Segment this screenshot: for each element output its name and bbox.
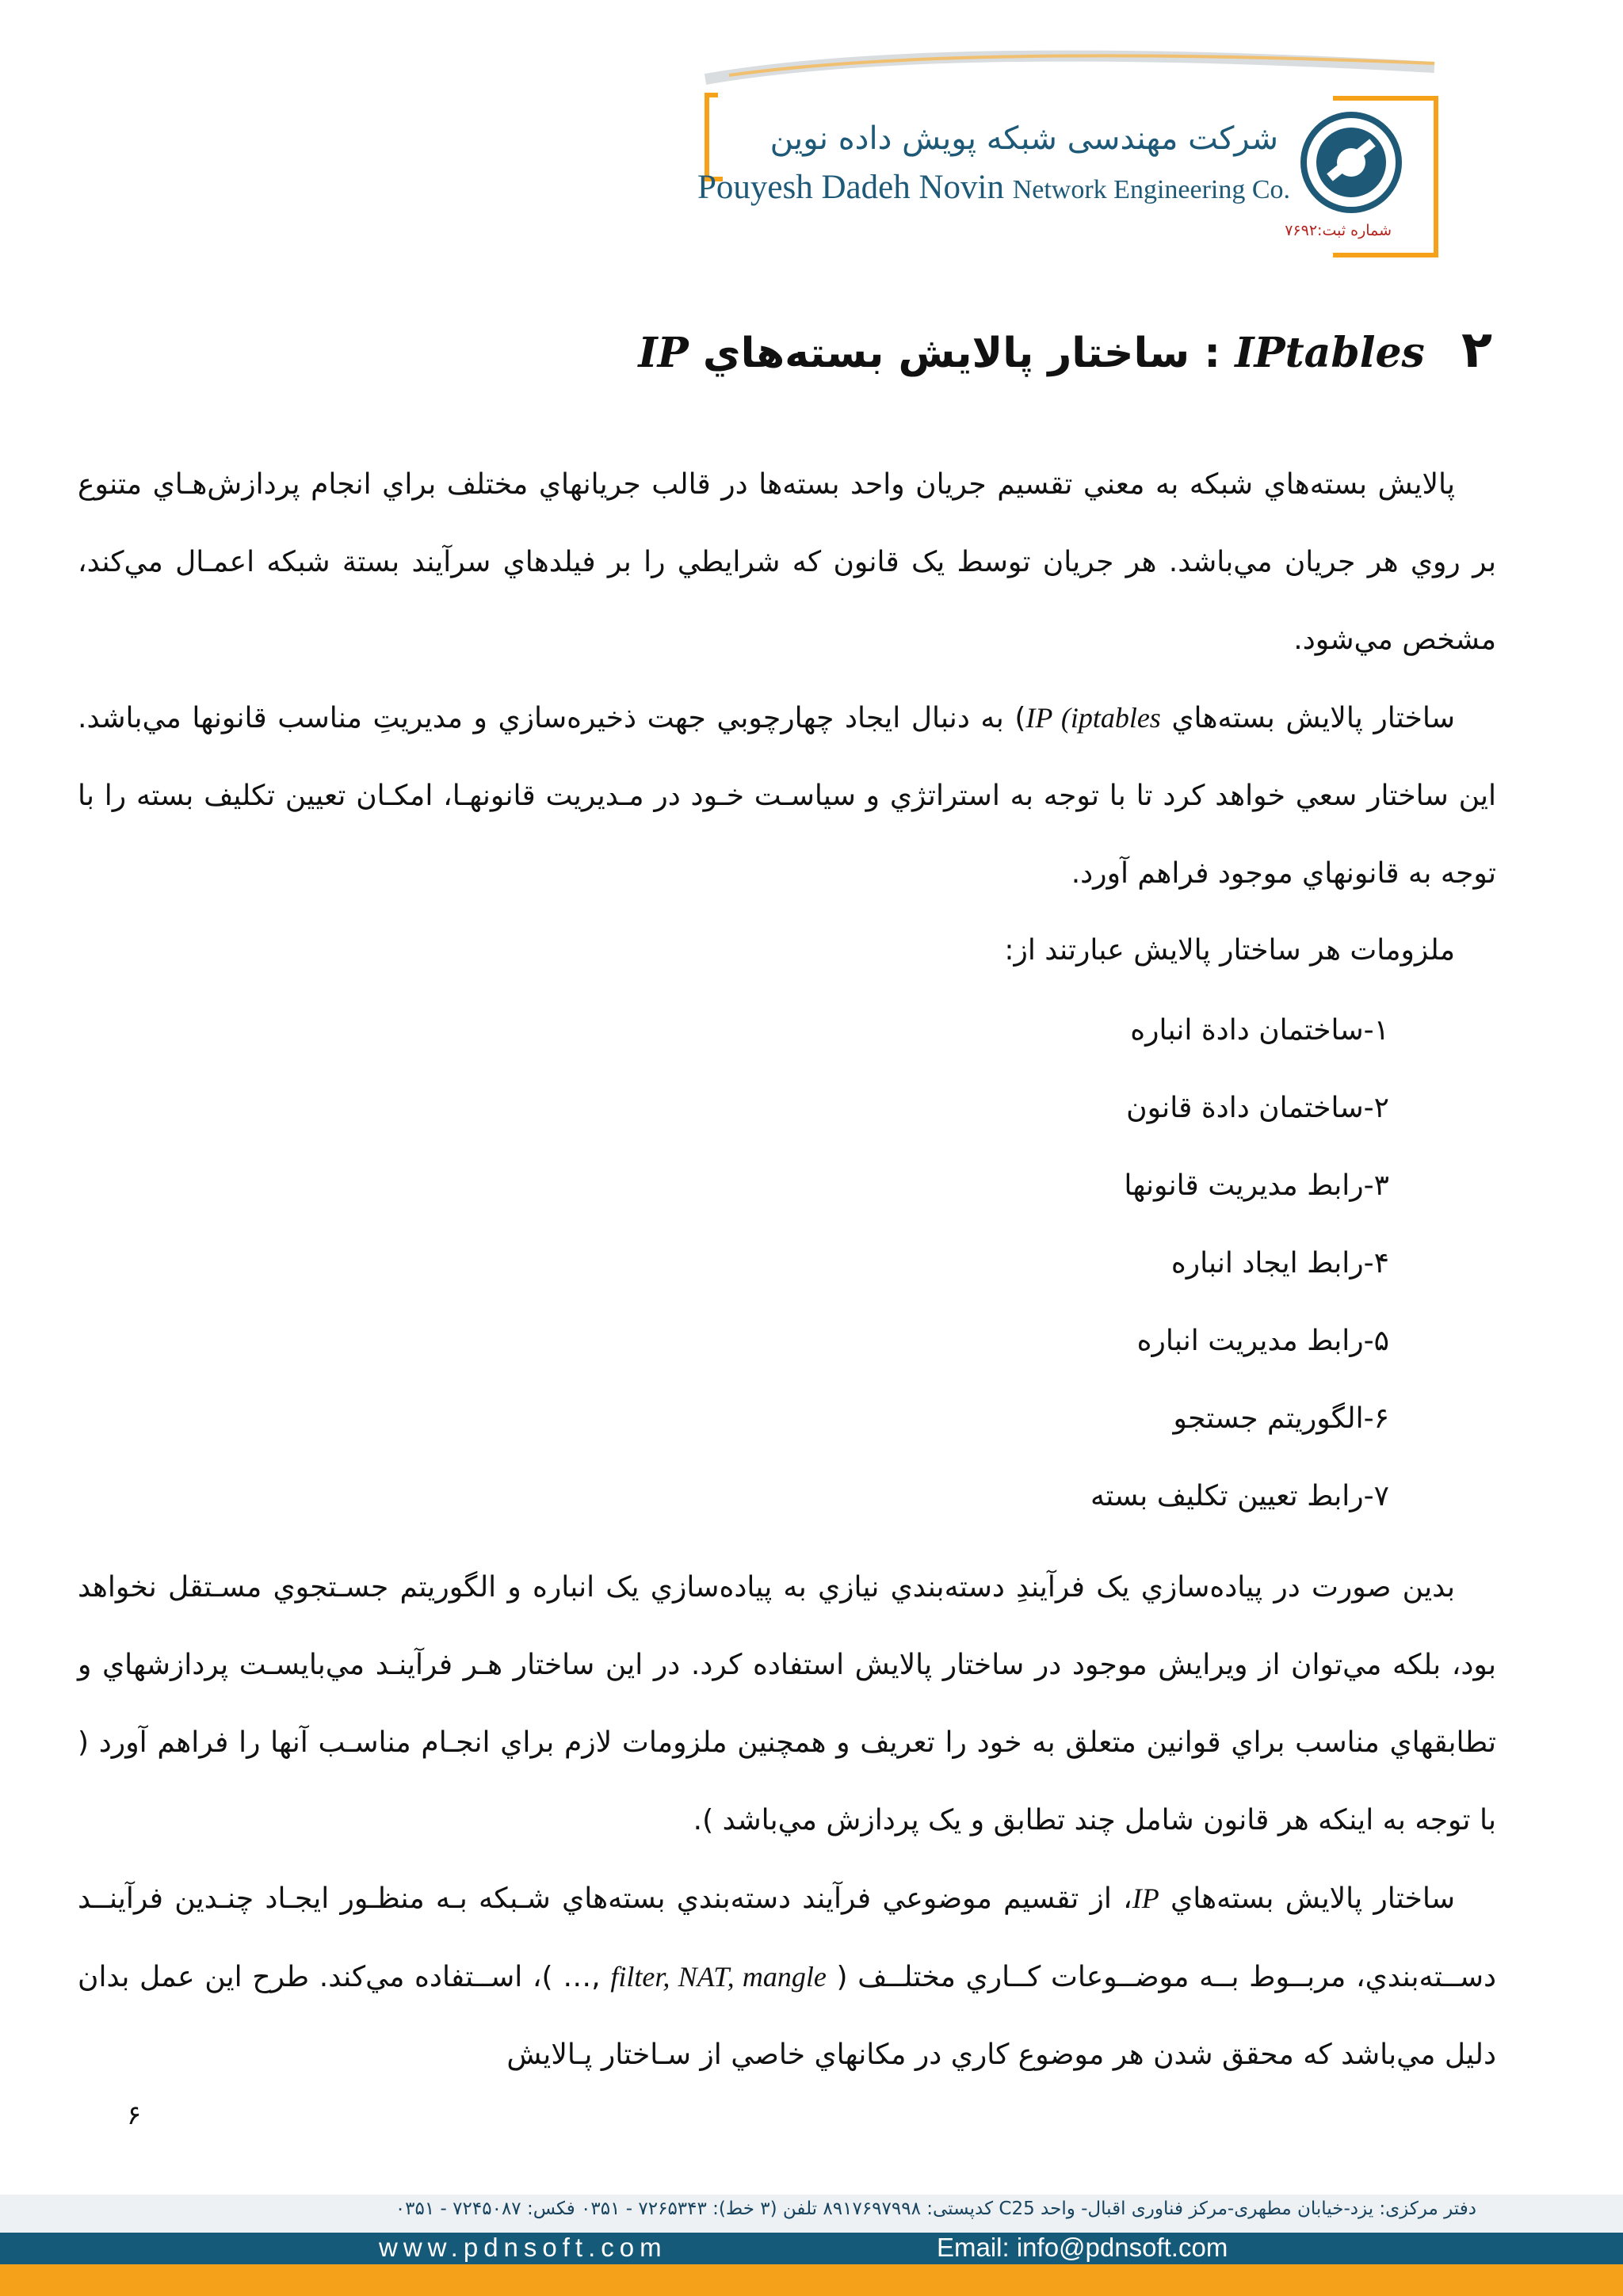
company-name-en-main: Pouyesh Dadeh Novin — [697, 169, 1004, 206]
page-number: ۶ — [127, 2100, 142, 2131]
footer-address: دفتر مرکزی: یزد-خیابان مطهری-مرکز فناوری اقبال- واحد C25 کدپستی: ۸۹۱۷۶۹۷۹۹۸ تلفن (۳ خط): ۷۲۶۵۳۴۳ - ۰۳۵۱ فکس: ۷۲۴۵۰۸۷ - ۰۳۵۱ — [395, 2199, 1476, 2219]
paragraph-5-text-c: ,… )، اســتفاده مي‌كند. طرح اين عمل بدان دليل مي‌باشد كه محقق شدن هر موضوع كاري در مكانهاي خاصي از سـاختار پـالايش — [78, 1961, 1496, 2071]
paragraph-1-text: پالايش بسته‌هاي شبكه به معني تقسيم جريان واحد بسته‌ها در قالب جريانهاي مختلف براي انجام پردازش‌هـاي متنوع بر روي هر جريان مي‌باشد. هر جريان توسط يک قانون كه شرايطي را بر فيلدهاي سرآيند بستة شبكه اعمـال مي‌كند، مشخص مي‌شود. — [78, 468, 1496, 656]
paragraph-4 — [78, 1549, 1496, 1859]
section-title-latin: IPtables — [1235, 329, 1425, 377]
paragraph-5-text-a: ساختار پالايش بسته‌هاي — [1159, 1882, 1455, 1915]
paragraph-5-latin: IP — [1132, 1882, 1159, 1914]
paragraph-3 — [78, 912, 1496, 990]
list-item: ۷-رابط تعيين تكليف بسته — [1090, 1480, 1389, 1512]
company-name-en — [697, 168, 1290, 207]
footer-email-link[interactable]: Email: info@pdnsoft.com — [937, 2233, 1228, 2262]
list-item: ۳-رابط مديريت قانونها — [1124, 1169, 1389, 1202]
paragraph-2 — [78, 679, 1496, 913]
list-item: ۵-رابط مديريت انباره — [1136, 1325, 1389, 1357]
section-title-fa: : ساختار پالایش بسته‌هاي — [702, 330, 1221, 377]
paragraph-3-text: ملزومات هر ساختار پالايش عبارتند از: — [1004, 934, 1455, 967]
footer-contact-band — [0, 2233, 1623, 2264]
registration-number: شماره ثبت:۷۶۹۲ — [1285, 222, 1392, 239]
list-item: ۶-الگوريتم جستجو — [1173, 1402, 1389, 1435]
paragraph-5-latin-2: filter, NAT, mangle — [610, 1961, 827, 1993]
section-title-suffix: IP — [638, 329, 689, 377]
footer-website-link[interactable]: www.pdnsoft.com — [379, 2233, 667, 2262]
company-name-en-suffix: Network Engineering Co. — [1012, 175, 1291, 204]
paragraph-5 — [78, 1859, 1496, 2094]
list-item: ۲-ساختمان دادة قانون — [1126, 1092, 1389, 1124]
company-logo-icon — [1300, 111, 1403, 214]
paragraph-2-text-a: ساختار پالايش بسته‌هاي — [1160, 702, 1455, 734]
paragraph-5-text-b: ، از تقسيم موضوعي فرآيند دسته‌بندي بسته‌هاي شـبكه بـه منظـور ايجـاد چنـدين فرآينــد دســته‌بندي، مربــوط بــه موضــوعات كــاري مختلــف ( — [78, 1882, 1497, 1993]
paragraph-2-text-b: ) به دنبال ايجاد چهارچوبي جهت ذخيره‌سازي و مديريتِ مناسب قانونها مي‌باشد. اين ساختار سعي خواهد كرد تا با توجه به استراتژي و سياسـت خـود در مـديريت قانونهـا، امكـان تعيين تكليف بسته را با توجه به قانونهاي موجود فراهم آورد. — [78, 702, 1496, 890]
section-heading — [638, 321, 1492, 379]
list-item: ۱-ساختمان دادة انباره — [1130, 1014, 1389, 1047]
paragraph-2-latin: IP (iptables — [1025, 702, 1161, 734]
paragraph-4-text: بدين صورت در پياده‌سازي يک فرآيندِ دسته‌بندي نيازي به پياده‌سازي يک انباره و الگوريتم جسـتجوي مسـتقل نخواهد بود، بلكه مي‌توان از ويرايش موجود در ساختار پالايش استفاده كرد. در اين ساختار هـر فرآينـد مي‌بايسـت پردازشهاي و تطابقهاي مناسب براي قوانين متعلق به خود را تعريف و همچنين ملزومات لازم براي انجـام مناسـب آنها را فراهم آورد ( با توجه به اينكه هر قانون شامل چند تطابق و يک پردازش مي‌باشد ). — [78, 1571, 1496, 1836]
section-number: ۲ — [1461, 321, 1492, 379]
paragraph-1 — [78, 446, 1496, 679]
footer-accent-strip — [0, 2264, 1623, 2296]
company-name-fa: شرکت مهندسی شبکه پویش داده نوین — [769, 120, 1278, 157]
list-item: ۴-رابط ايجاد انباره — [1170, 1247, 1389, 1280]
